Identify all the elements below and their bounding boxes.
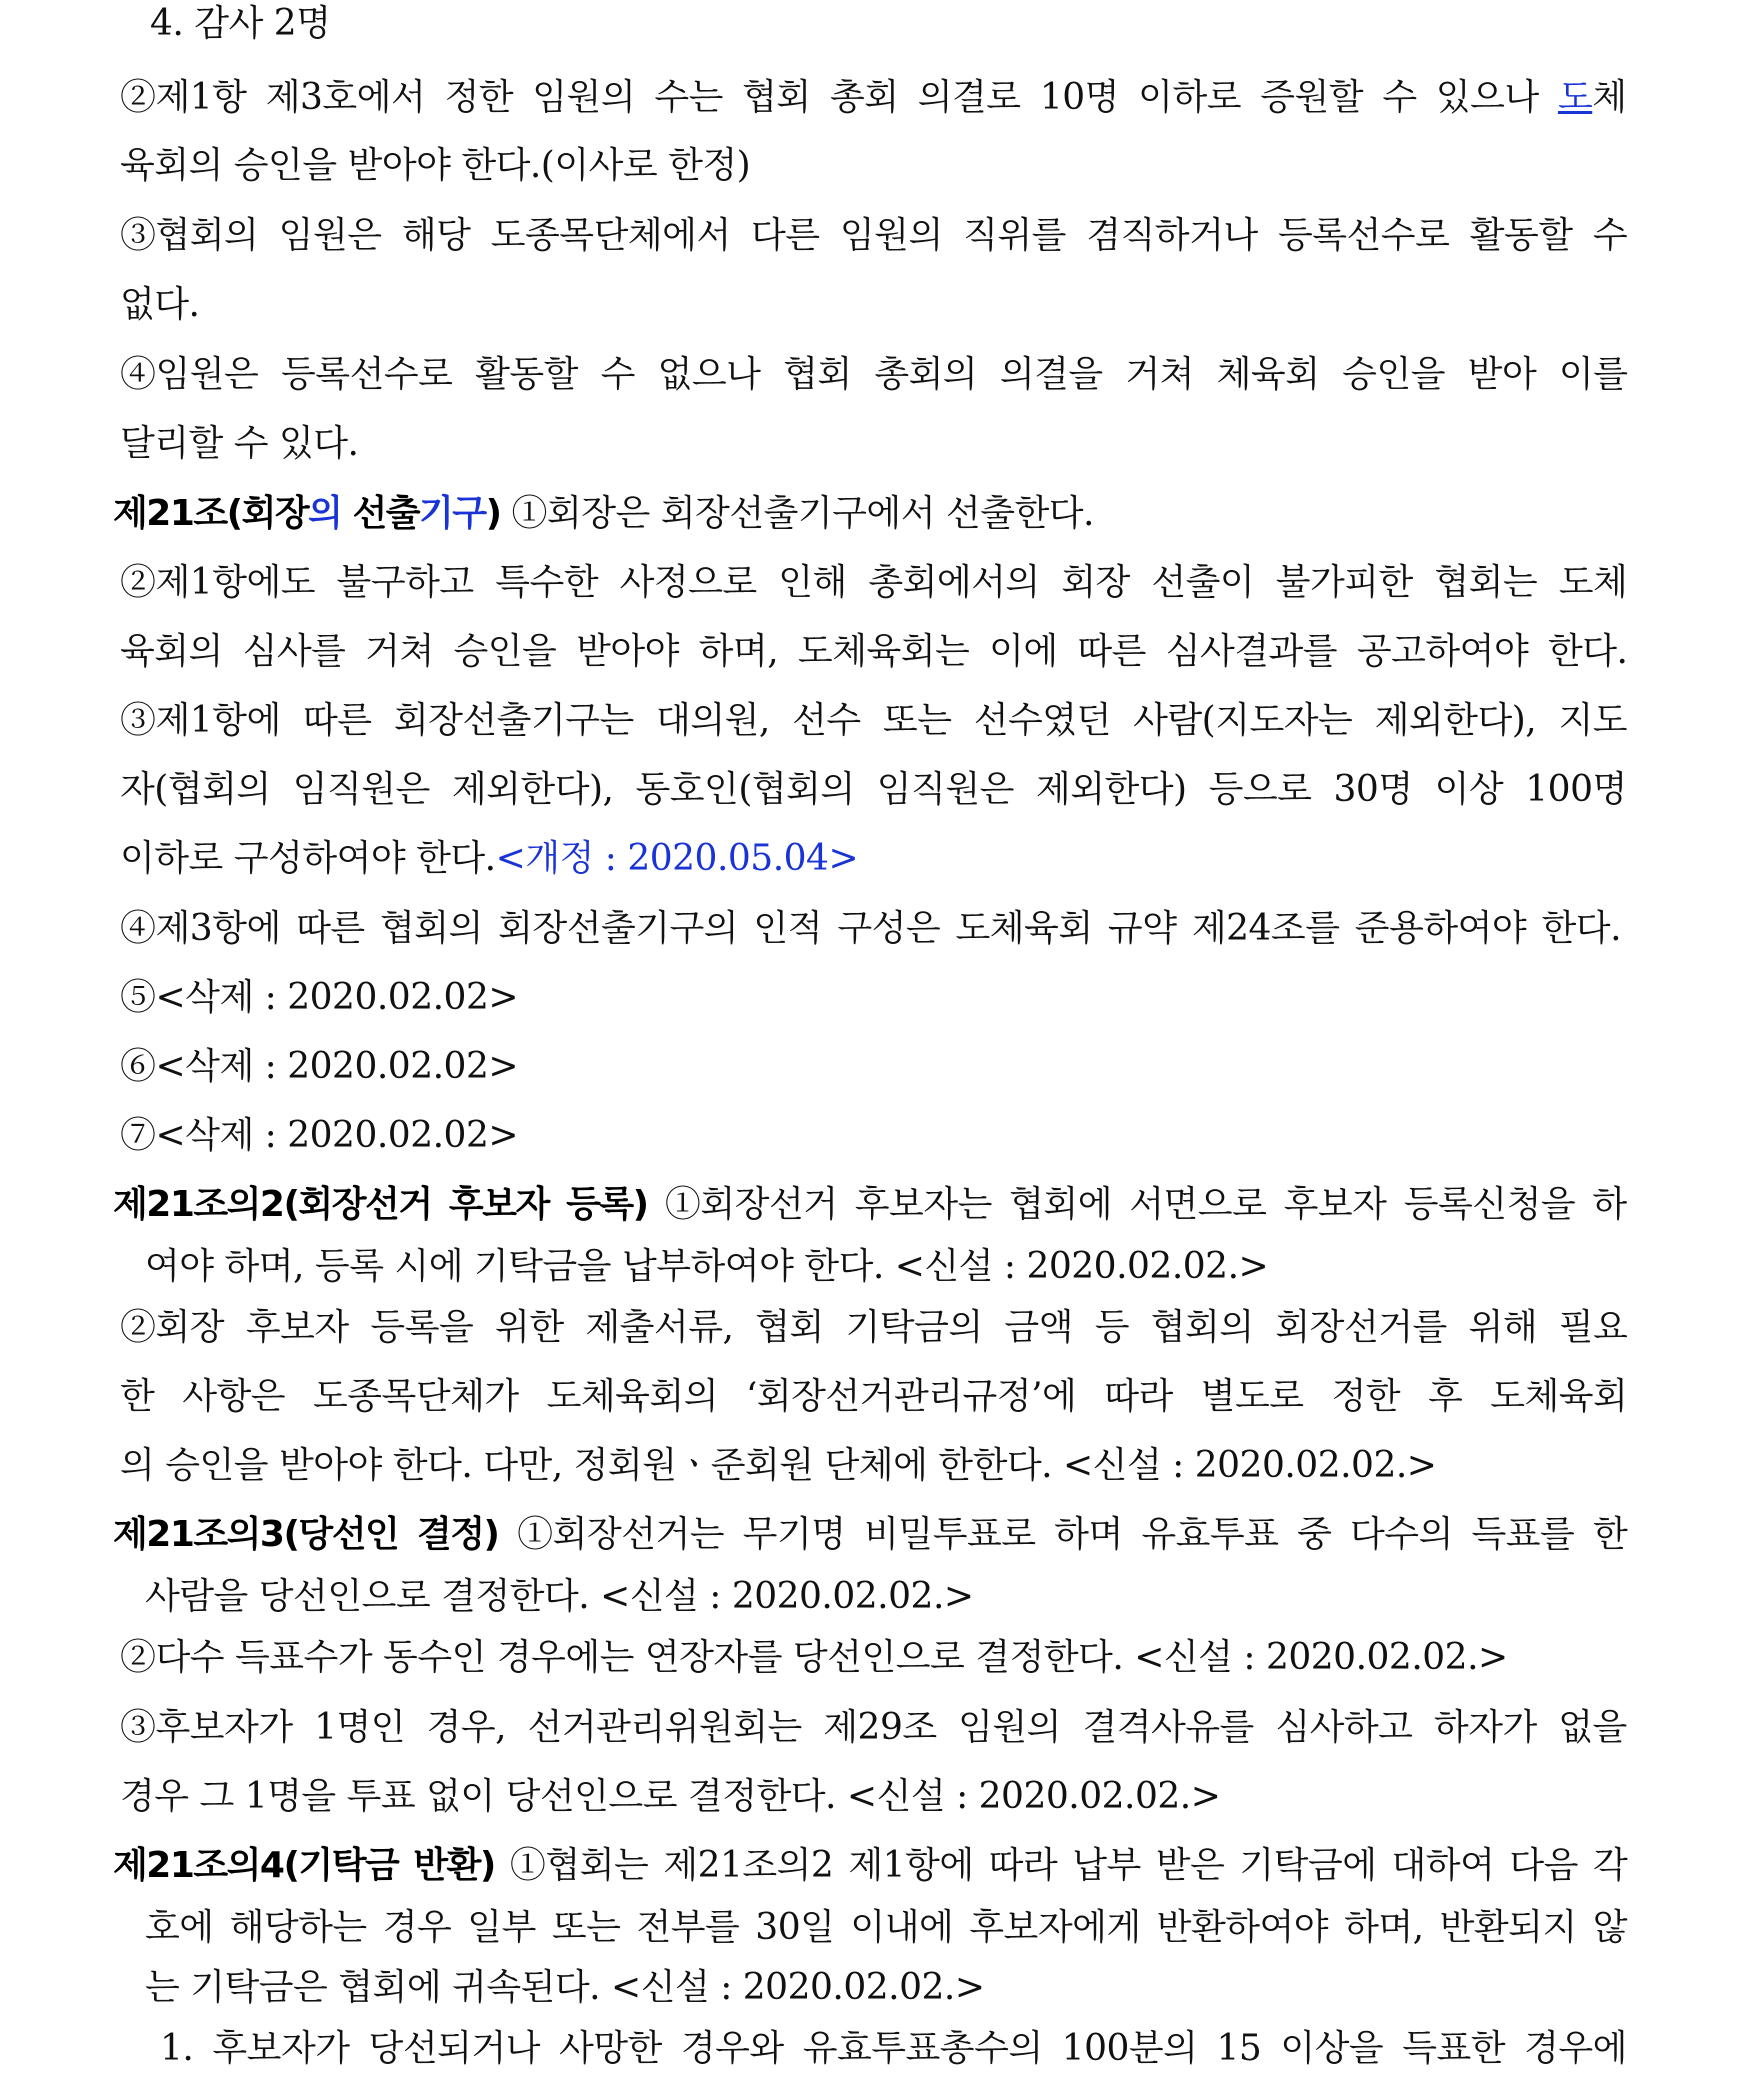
text-line [0, 1106, 1739, 1166]
article-heading-line [0, 1175, 1739, 1235]
deleted-clause: ⑦<삭제 : 2020.02.02> [120, 1115, 519, 1156]
deleted-clause: ⑤<삭제 : 2020.02.02> [120, 977, 519, 1018]
list-item: 4. 감사 2명 [150, 3, 331, 44]
paragraph-line [120, 68, 1627, 128]
text-line [0, 1237, 1739, 1297]
text-line [0, 622, 1739, 682]
article-heading-row [113, 1175, 1627, 1235]
article-title: 제21조(회장 [113, 493, 309, 534]
text-line [0, 136, 1739, 196]
paragraph-line: 는 기탁금은 협회에 귀속된다. <신설 : 2020.02.02.> [145, 1967, 985, 2008]
article-title: ) [485, 493, 501, 534]
text-line [0, 1767, 1739, 1827]
paragraph-line: ④제3항에 따른 협회의 회장선출기구의 인적 구성은 도체육회 규약 제24조를 준용하여야 한다. [120, 908, 1622, 949]
text-line [0, 760, 1739, 820]
text-line [0, 899, 1739, 959]
hyperlink[interactable]: 도 [1557, 77, 1593, 118]
text-line [0, 414, 1739, 474]
text-line [0, 1898, 1739, 1958]
paragraph-line: 여야 하며, 등록 시에 기탁금을 납부하여야 한다. <신설 : 2020.02.02.> [145, 1246, 1269, 1287]
article-title-revised: 기구 [419, 493, 486, 534]
text-line [0, 206, 1739, 266]
paragraph-line: 자(협회의 임직원은 제외한다), 동호인(협회의 임직원은 제외한다) 등으로 30명 이상 100명 [120, 769, 1627, 810]
article-heading-line [0, 484, 1739, 544]
text-line [0, 1698, 1739, 1758]
text-line [0, 0, 1739, 54]
paragraph-text: ①회장선거는 무기명 비밀투표로 하며 유효투표 중 다수의 득표를 한 [498, 1514, 1628, 1555]
article-title: 제21조의2(회장선거 후보자 등록) [113, 1184, 648, 1225]
text-line [0, 1628, 1739, 1688]
text-line [0, 2019, 1739, 2079]
article-title: 제21조의4(기탁금 반환) [113, 1845, 495, 1886]
article-heading-row [113, 484, 1094, 544]
paragraph-line: ②다수 득표수가 동수인 경우에는 연장자를 당선인으로 결정한다. <신설 : 2020.02.02.> [120, 1637, 1508, 1678]
text-line [0, 691, 1739, 751]
paragraph-text: 이하로 구성하여야 한다. [120, 838, 496, 879]
article-title-revised: 의 [308, 493, 342, 534]
text-segment: ②제1항 제3호에서 정한 임원의 수는 협회 총회 의결로 10명 이하로 증원할 수 있으나 [120, 77, 1558, 118]
paragraph-line: 호에 해당하는 경우 일부 또는 전부를 30일 이내에 후보자에게 반환하여야 하며, 반환되지 않 [145, 1907, 1628, 1948]
paragraph-line: ③협회의 임원은 해당 도종목단체에서 다른 임원의 직위를 겸직하거나 등록선수로 활동할 수 [120, 215, 1628, 256]
paragraph-text: ①회장은 회장선출기구에서 선출한다. [500, 493, 1094, 534]
paragraph-line: ②회장 후보자 등록을 위한 제출서류, 협회 기탁금의 금액 등 협회의 회장선거를 위해 필요 [120, 1307, 1628, 1348]
text-segment: 체 [1592, 77, 1627, 118]
text-line [0, 968, 1739, 1028]
paragraph-line: 없다. [120, 284, 200, 325]
paragraph-line: ③제1항에 따른 회장선출기구는 대의원, 선수 또는 선수였던 사람(지도자는 제외한다), 지도 [120, 700, 1628, 741]
revision-note: <개정 : 2020.05.04> [495, 838, 859, 879]
list-item: 1. 후보자가 당선되거나 사망한 경우와 유효투표총수의 100분의 15 이상을 득표한 경우에 [160, 2028, 1627, 2069]
deleted-clause: ⑥<삭제 : 2020.02.02> [120, 1046, 519, 1087]
paragraph-line: ④임원은 등록선수로 활동할 수 없으나 협회 총회의 의결을 거쳐 체육회 승인을 받아 이를 [120, 354, 1628, 395]
paragraph-line [120, 829, 858, 889]
text-line [0, 1436, 1739, 1496]
article-title: 제21조의3(당선인 결정) [113, 1514, 499, 1555]
paragraph-line: 육회의 승인을 받아야 한다.(이사로 한정) [120, 145, 751, 186]
text-line [0, 553, 1739, 613]
paragraph-line: 사람을 당선인으로 결정한다. <신설 : 2020.02.02.> [145, 1576, 974, 1617]
paragraph-line: 달리할 수 있다. [120, 423, 359, 464]
text-line [0, 1958, 1739, 2018]
article-title: 선출 [341, 493, 420, 534]
text-line [0, 829, 1739, 889]
article-heading-row [113, 1836, 1627, 1896]
text-line [0, 1037, 1739, 1097]
article-heading-row [113, 1505, 1627, 1565]
paragraph-text: ①협회는 제21조의2 제1항에 따라 납부 받은 기탁금에 대하여 다음 각 [494, 1845, 1628, 1886]
paragraph-line: 경우 그 1명을 투표 없이 당선인으로 결정한다. <신설 : 2020.02.02.> [120, 1776, 1221, 1817]
text-line [0, 1367, 1739, 1427]
article-heading-line [0, 1505, 1739, 1565]
paragraph-line: 육회의 심사를 거쳐 승인을 받아야 하며, 도체육회는 이에 따른 심사결과를 공고하여야 한다. [120, 631, 1628, 672]
paragraph-line: 한 사항은 도종목단체가 도체육회의 ‘회장선거관리규정’에 따라 별도로 정한 후 도체육회 [120, 1376, 1628, 1417]
text-line [0, 1298, 1739, 1358]
text-line [0, 345, 1739, 405]
paragraph-line: ③후보자가 1명인 경우, 선거관리위원회는 제29조 임원의 결격사유를 심사하고 하자가 없을 [120, 1707, 1627, 1748]
paragraph-text: ①회장선거 후보자는 협회에 서면으로 후보자 등록신청을 하 [647, 1184, 1627, 1225]
text-line [0, 68, 1739, 128]
paragraph-line: ②제1항에도 불구하고 특수한 사정으로 인해 총회에서의 회장 선출이 불가피한 협회는 도체 [120, 562, 1628, 603]
article-heading-line [0, 1836, 1739, 1896]
text-line [0, 1567, 1739, 1627]
text-line [0, 275, 1739, 335]
paragraph-line: 의 승인을 받아야 한다. 다만, 정회원ㆍ준회원 단체에 한한다. <신설 : 2020.02.02.> [120, 1445, 1437, 1486]
